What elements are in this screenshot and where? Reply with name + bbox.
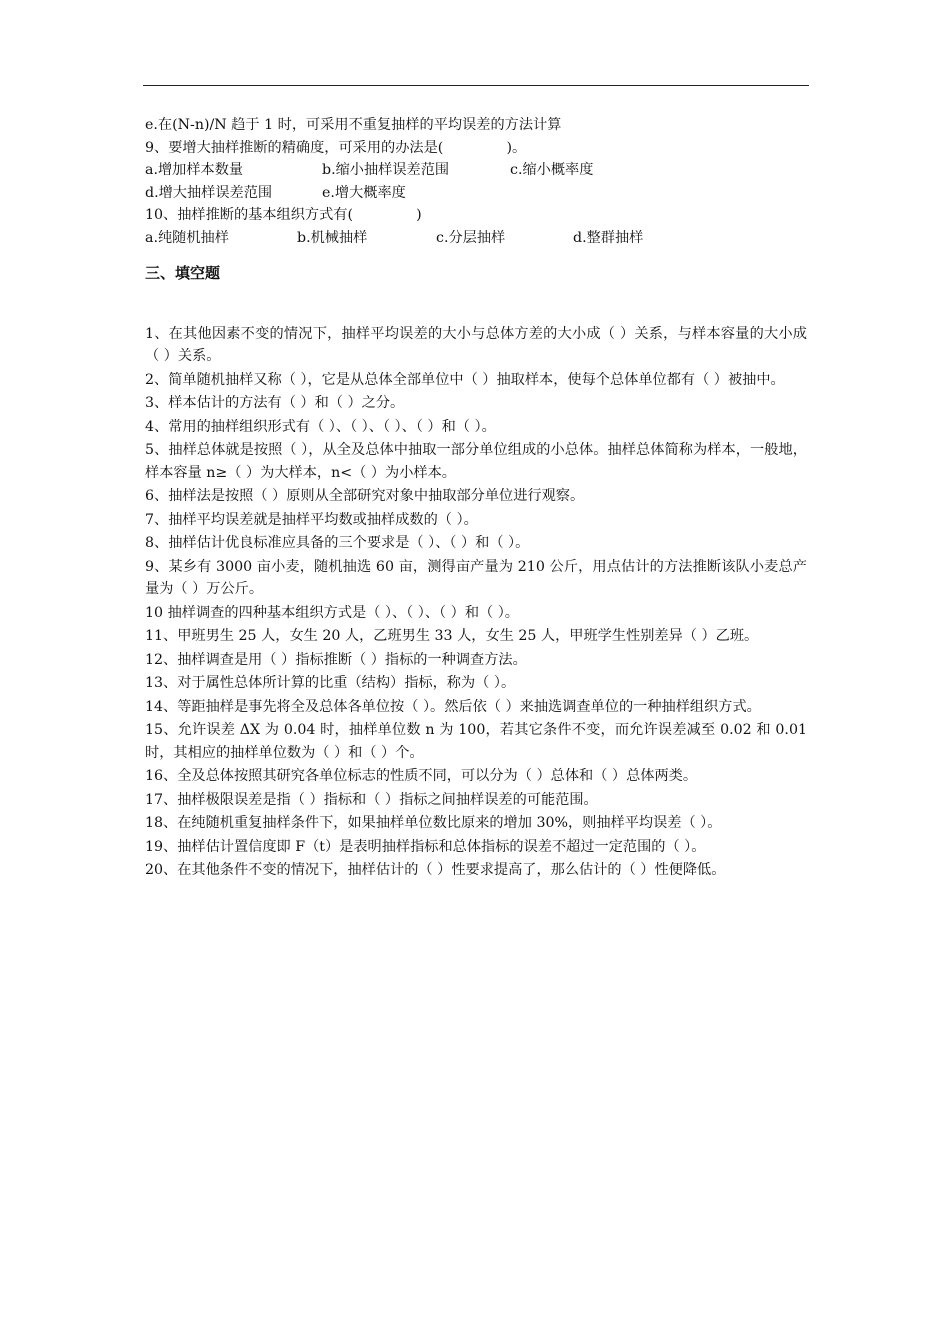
fill-question: 13、对于属性总体所计算的比重（结构）指标，称为（ ）。 [145,675,516,691]
fill-question: 20、在其他条件不变的情况下，抽样估计的（ ）性要求提高了，那么估计的（ ）性便降低。 [145,862,726,878]
q10-option-b: b.机械抽样 [297,229,368,246]
header-rule [143,85,809,86]
fill-question: 17、抽样极限误差是指（ ）指标和（ ）指标之间抽样误差的可能范围。 [145,791,598,808]
fill-question: 18、在纯随机重复抽样条件下，如果抽样单位数比原来的增加 30%，则抽样平均误差（ ）。 [145,815,722,831]
q9-option-d: d.增大抽样误差范围 [145,184,273,201]
fill-question: 15、允许误差 ΔX 为 0.04 时，抽样单位数 n 为 100，若其它条件不变，而允许误差减至 0.02 和 0.01 时，其相应的抽样单位数为（ ）和（ ）个。 [145,722,807,761]
q9-option-a: a.增加样本数量 [145,162,244,178]
fill-question: 16、全及总体按照其研究各单位标志的性质不同，可以分为（ ）总体和（ ）总体两类。 [145,768,698,784]
fill-question: 5、抽样总体就是按照（ ），从全及总体中抽取一部分单位组成的小总体。抽样总体简称为样本，一般地，样本容量 n≥（ ）为大样本，n<（ ）为小样本。 [145,442,807,481]
fill-question: 2、简单随机抽样又称（ ），它是从总体全部单位中（ ）抽取样本，使每个总体单位都有（ ）被抽中。 [145,371,785,388]
fill-question: 11、甲班男生 25 人，女生 20 人，乙班男生 33 人，女生 25 人，甲班学生性别差异（ ）乙班。 [145,628,759,644]
q9-stem: 9、要增大抽样推断的精确度，可采用的办法是( )。 [145,139,527,156]
fill-question: 7、抽样平均误差就是抽样平均数或抽样成数的（ ）。 [145,511,478,528]
fill-question: 9、某乡有 3000 亩小麦，随机抽选 60 亩，测得亩产量为 210 公斤，用点估计的方法推断该队小麦总产量为（ ）万公斤。 [145,558,807,597]
fill-question: 6、抽样法是按照（ ）原则从全部研究对象中抽取部分单位进行观察。 [145,488,585,504]
fill-question: 4、常用的抽样组织形式有（ ）、（ ）、（ ）、（ ）和（ ）。 [145,418,496,435]
fill-question: 14、等距抽样是事先将全及总体各单位按（ ）。然后依（ ）来抽选调查单位的一种抽样组织方式。 [145,698,761,715]
q9-options-row2 [145,182,807,205]
fill-question: 10 抽样调查的四种基本组织方式是（ ）、（ ）、（ ）和（ ）。 [145,604,519,621]
q9-option-c: c.缩小概率度 [510,162,594,178]
fill-question: 3、样本估计的方法有（ ）和（ ）之分。 [145,395,405,411]
fill-question: 1、在其他因素不变的情况下，抽样平均误差的大小与总体方差的大小成（ ）关系，与样本容量的大小成（ ）关系。 [145,325,807,364]
document-body [145,114,807,883]
q9-option-e: e.增大概率度 [322,184,406,201]
q10-options [145,227,807,250]
q8-option-e: e.在(N-n)/N 趋于 1 时，可采用不重复抽样的平均误差的方法计算 [145,117,562,133]
q10-option-c: c.分层抽样 [436,229,506,246]
fill-question: 19、抽样估计置信度即 F（t）是表明抽样指标和总体指标的误差不超过一定范围的（ ）。 [145,838,706,855]
q9-options-row1 [145,159,807,182]
fill-question: 8、抽样估计优良标准应具备的三个要求是（ ）、（ ）和（ ）。 [145,535,530,551]
q10-option-a: a.纯随机抽样 [145,229,229,246]
q9-option-b: b.缩小抽样误差范围 [322,162,450,178]
fill-question: 12、抽样调查是用（ ）指标推断（ ）指标的一种调查方法。 [145,651,527,668]
q10-stem: 10、抽样推断的基本组织方式有( ) [145,207,422,223]
section-title: 三、填空题 [145,264,221,282]
q10-option-d: d.整群抽样 [573,229,644,246]
